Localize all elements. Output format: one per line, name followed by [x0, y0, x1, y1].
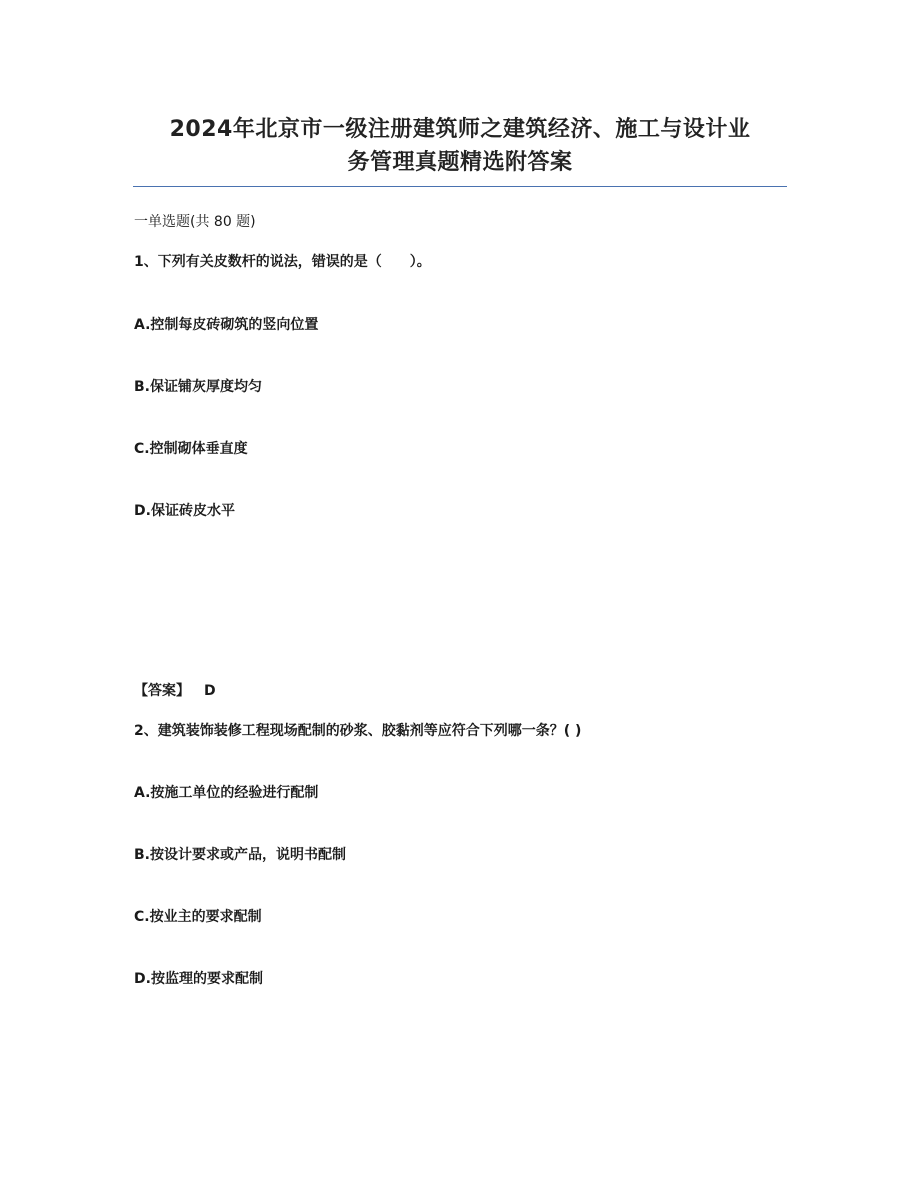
- question-1-option-c: C.控制砌体垂直度: [134, 441, 248, 457]
- question-2-option-d: D.按监理的要求配制: [134, 971, 263, 987]
- question-2-option-b: B.按设计要求或产品，说明书配制: [134, 847, 346, 863]
- document-title-line-1: 2024年北京市一级注册建筑师之建筑经济、施工与设计业: [169, 117, 751, 142]
- section-heading: 一单选题(共 80 题): [134, 214, 256, 230]
- question-2-stem: 2、建筑装饰装修工程现场配制的砂浆、胶黏剂等应符合下列哪一条？( ): [134, 723, 582, 739]
- document-title: [133, 113, 787, 179]
- question-1-option-b: B.保证铺灰厚度均匀: [134, 379, 262, 395]
- document-title-line-2: 务管理真题精选附答案: [347, 150, 573, 175]
- question-2-option-a: A.按施工单位的经验进行配制: [134, 785, 319, 801]
- question-2-option-c: C.按业主的要求配制: [134, 909, 262, 925]
- question-1-option-d: D.保证砖皮水平: [134, 503, 235, 519]
- question-1-stem: 1、下列有关皮数杆的说法，错误的是（ ）。: [134, 254, 431, 270]
- question-1-option-a: A.控制每皮砖砌筑的竖向位置: [134, 317, 319, 333]
- title-divider: [133, 186, 787, 187]
- question-1-answer: [134, 681, 216, 701]
- answer-value: D: [204, 683, 216, 699]
- answer-label: 【答案】: [134, 683, 190, 699]
